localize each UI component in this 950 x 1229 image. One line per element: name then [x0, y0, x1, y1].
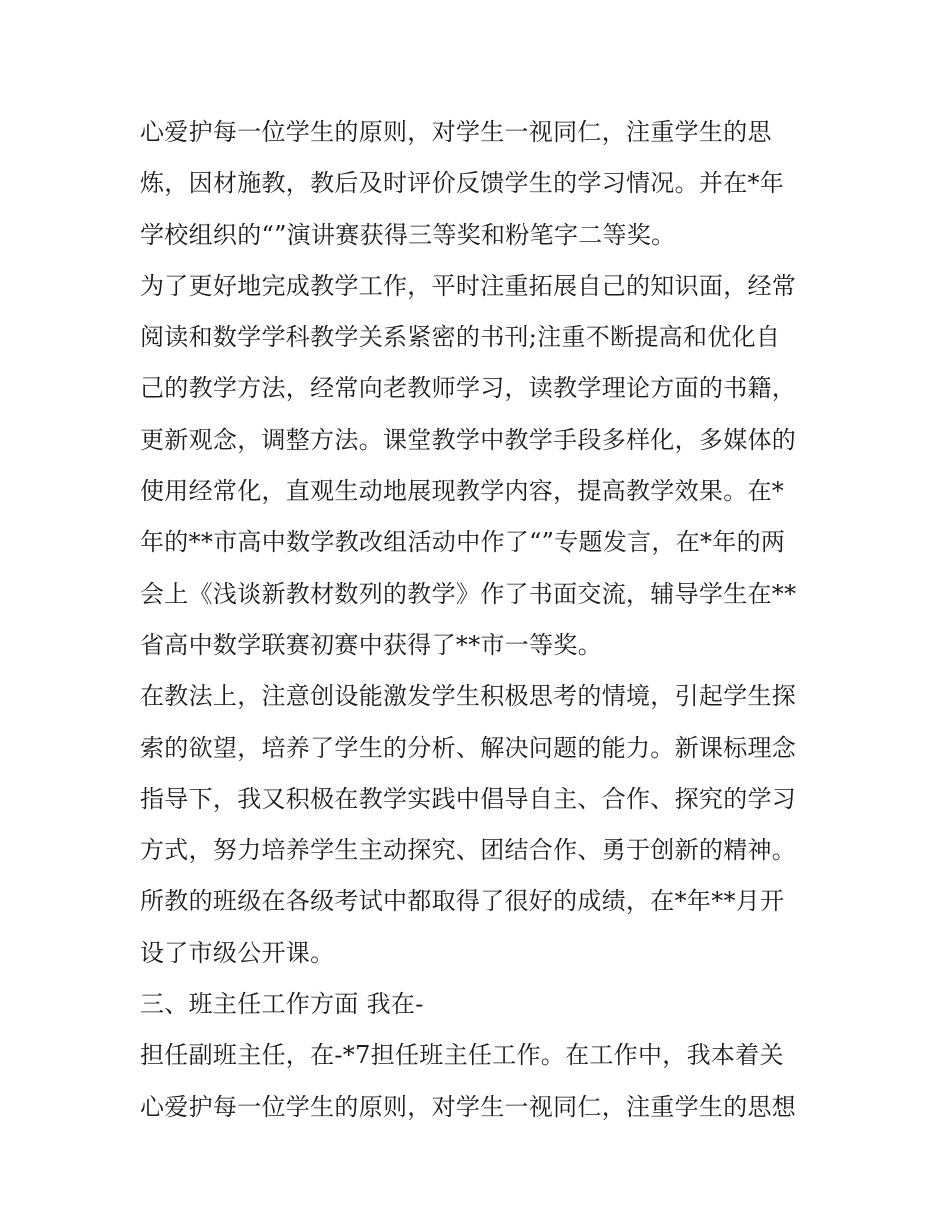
text-line: 会上《浅谈新教材数列的教学》作了书面交流，辅导学生在** [140, 579, 797, 608]
text-line: 更新观念，调整方法。课堂教学中教学手段多样化，多媒体的 [140, 425, 797, 454]
text-line: 指导下，我又积极在教学实践中倡导自主、合作、探究的学习 [140, 784, 797, 813]
text-line: 设了市级公开课。 [140, 938, 335, 967]
text-line: 方式，努力培养学生主动探究、团结合作、勇于创新的精神。 [140, 836, 797, 865]
body-text [140, 107, 820, 1133]
text-line: 心爱护每一位学生的原则，对学生一视同仁，注重学生的思 [140, 118, 772, 146]
section-heading: 三、班主任工作方面 我在- [140, 990, 424, 1019]
text-line: 年的**市高中数学教改组活动中作了“”专题发言，在*年的两 [140, 528, 786, 557]
text-line: 学校组织的“”演讲赛获得三等奖和粉笔字二等奖。 [140, 220, 676, 249]
text-line: 为了更好地完成教学工作，平时注重拓展自己的知识面，经常 [140, 271, 797, 300]
text-line: 炼，因材施教，教后及时评价反馈学生的学习情况。并在*年 [140, 169, 785, 198]
text-line: 在教法上，注意创设能激发学生积极思考的情境，引起学生探 [140, 682, 797, 711]
text-line: 担任副班主任，在-*7担任班主任工作。在工作中，我本着关 [140, 1041, 784, 1070]
text-line: 省高中数学联赛初赛中获得了**市一等奖。 [140, 630, 602, 659]
text-line: 所教的班级在各级考试中都取得了很好的成绩，在*年**月开 [140, 887, 785, 916]
text-line: 使用经常化，直观生动地展现教学内容，提高教学效果。在* [140, 477, 785, 506]
text-line: 心爱护每一位学生的原则，对学生一视同仁，注重学生的思想 [140, 1092, 797, 1121]
text-line: 索的欲望，培养了学生的分析、解决问题的能力。新课标理念 [140, 733, 797, 762]
text-line: 阅读和数学学科教学关系紧密的书刊;注重不断提高和优化自 [140, 323, 781, 352]
text-line: 己的教学方法，经常向老教师学习，读教学理论方面的书籍， [140, 374, 797, 403]
